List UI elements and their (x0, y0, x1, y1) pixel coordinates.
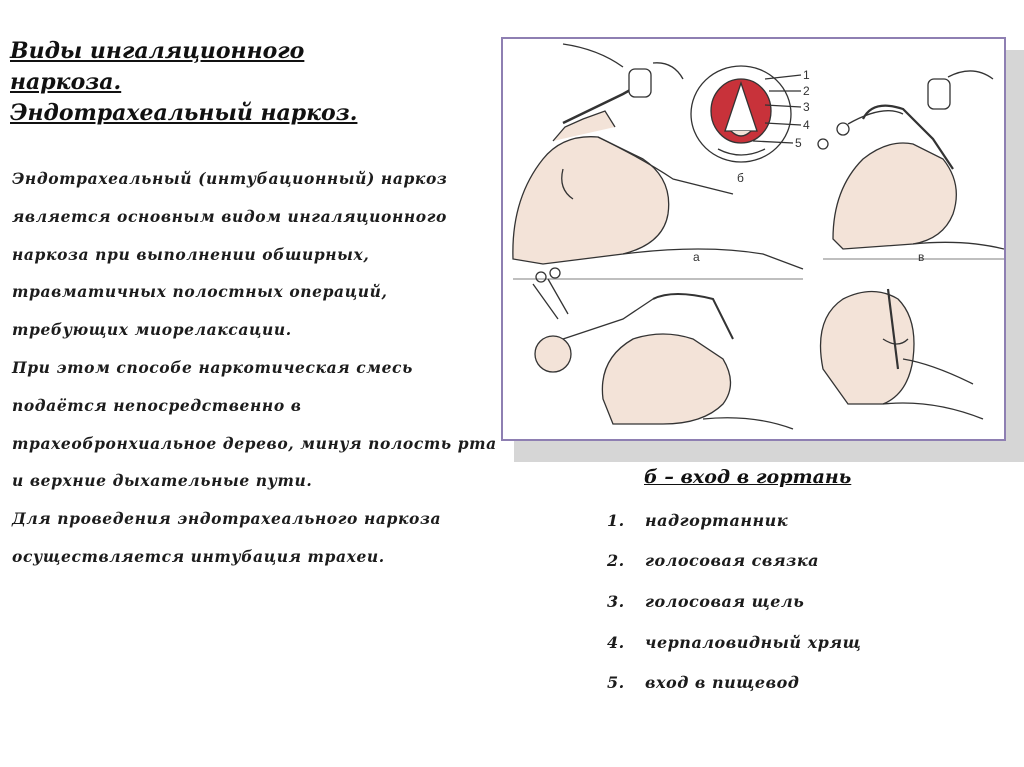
panel-label-v: в (918, 250, 925, 264)
intubation-illustration (503, 39, 1004, 439)
legend-item-text: голосовая связка (645, 551, 820, 571)
panel-b-larynx (691, 66, 801, 162)
slide-title (10, 36, 480, 129)
callout-1: 1 (803, 68, 810, 82)
panel-v-illustration (818, 71, 1004, 259)
legend-item-number: 1. (607, 510, 625, 530)
callout-2: 2 (803, 84, 810, 98)
legend-title: б – вход в гортань (644, 466, 852, 488)
legend-item (607, 662, 861, 703)
legend-item-number: 3. (607, 591, 625, 611)
legend-item-number: 4. (607, 632, 625, 652)
legend-item-text: голосовая щель (645, 591, 805, 611)
callout-5: 5 (795, 136, 802, 150)
title-line-3: Эндотрахеальный наркоз. (10, 100, 358, 126)
panel-d-illustration (821, 289, 984, 419)
legend-item (607, 541, 861, 582)
paragraph-1: Эндотрахеальный (интубационный) наркоз является основным видом ингаляционного наркоза при выполнении обширных, травматичных полостных операций, требующих миорелаксации. (12, 169, 448, 340)
paragraph-3: Для проведения эндотрахеального наркоза осуществляется интубация трахеи. (12, 509, 442, 566)
callout-4: 4 (803, 118, 810, 132)
body-text (12, 160, 502, 576)
legend-item-text: черпаловидный хрящ (645, 632, 862, 652)
legend-item-number: 2. (607, 551, 625, 571)
paragraph-2: При этом способе наркотическая смесь подаётся непосредственно в трахеобронхиальное дерево, минуя полость рта и верхние дыхательные пути. (12, 357, 497, 491)
callout-3: 3 (803, 100, 810, 114)
title-line-2: наркоза. (10, 69, 122, 95)
title-line-1: Виды ингаляционного (10, 38, 305, 64)
legend-item-text: надгортанник (645, 510, 789, 530)
panel-label-b: б (737, 171, 744, 185)
legend-item (607, 622, 861, 663)
legend-item-number: 5. (607, 673, 625, 693)
legend-list (607, 500, 861, 703)
legend-item (607, 581, 861, 622)
panel-g-illustration (533, 268, 793, 429)
legend-item-text: вход в пищевод (645, 673, 800, 693)
legend-item (607, 500, 861, 541)
panel-label-a: а (693, 250, 700, 264)
intubation-figure (501, 37, 1006, 441)
